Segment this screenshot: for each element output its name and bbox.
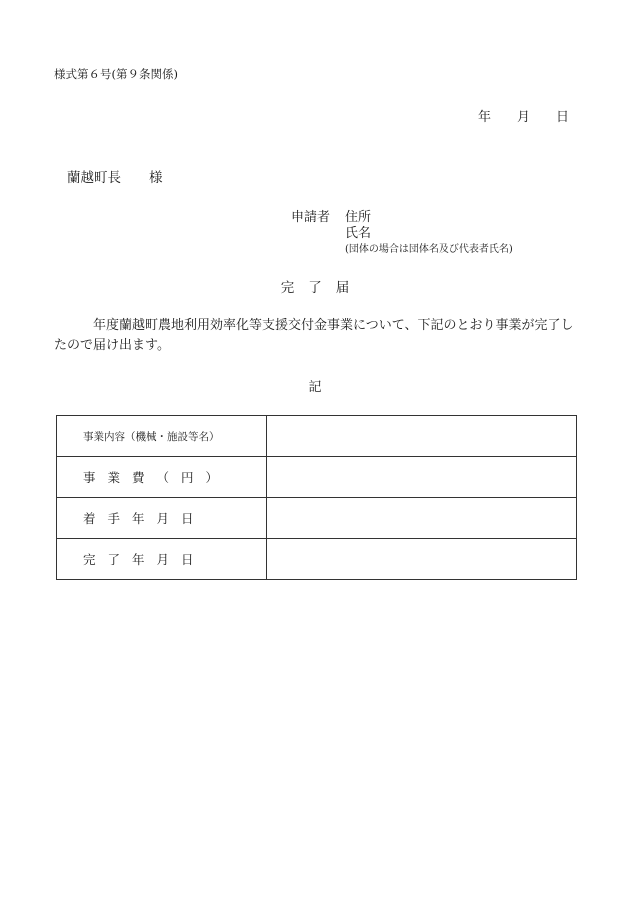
date-day-label: 日: [556, 110, 570, 125]
date-month-label: 月: [517, 110, 531, 125]
row-value-cost[interactable]: [267, 457, 577, 498]
row-value-content[interactable]: [267, 416, 577, 457]
address-label: 住所: [345, 210, 372, 225]
addressee-name: 蘭越町長: [67, 170, 121, 186]
row-label-completion-date: 完了年月日: [57, 539, 267, 580]
document-title: 完了届: [280, 280, 364, 296]
addressee-honorific: 様: [149, 170, 163, 186]
body-text: 年度蘭越町農地利用効率化等支援交付金事業について、下記のとおり事業が完了したので届け出ます。: [54, 318, 574, 353]
name-note: (団体の場合は団体名及び代表者氏名): [345, 244, 513, 255]
detail-table: [56, 415, 577, 580]
ki-heading: 記: [308, 380, 322, 395]
date-line: [478, 106, 569, 125]
form-number: 様式第６号(第９条関係): [54, 67, 178, 81]
applicant-label: 申請者: [291, 210, 331, 225]
name-label: 氏名: [345, 226, 372, 241]
table-row: [57, 416, 577, 457]
row-value-completion-date[interactable]: [267, 539, 577, 580]
addressee: [67, 166, 163, 186]
table-row: [57, 457, 577, 498]
row-label-start-date: 着手年月日: [57, 498, 267, 539]
date-year-label: 年: [478, 110, 492, 125]
table-row: [57, 539, 577, 580]
row-value-start-date[interactable]: [267, 498, 577, 539]
row-label-content: 事業内容（機械・施設等名）: [57, 416, 267, 457]
table-row: [57, 498, 577, 539]
row-label-cost: 事業費（円）: [57, 457, 267, 498]
